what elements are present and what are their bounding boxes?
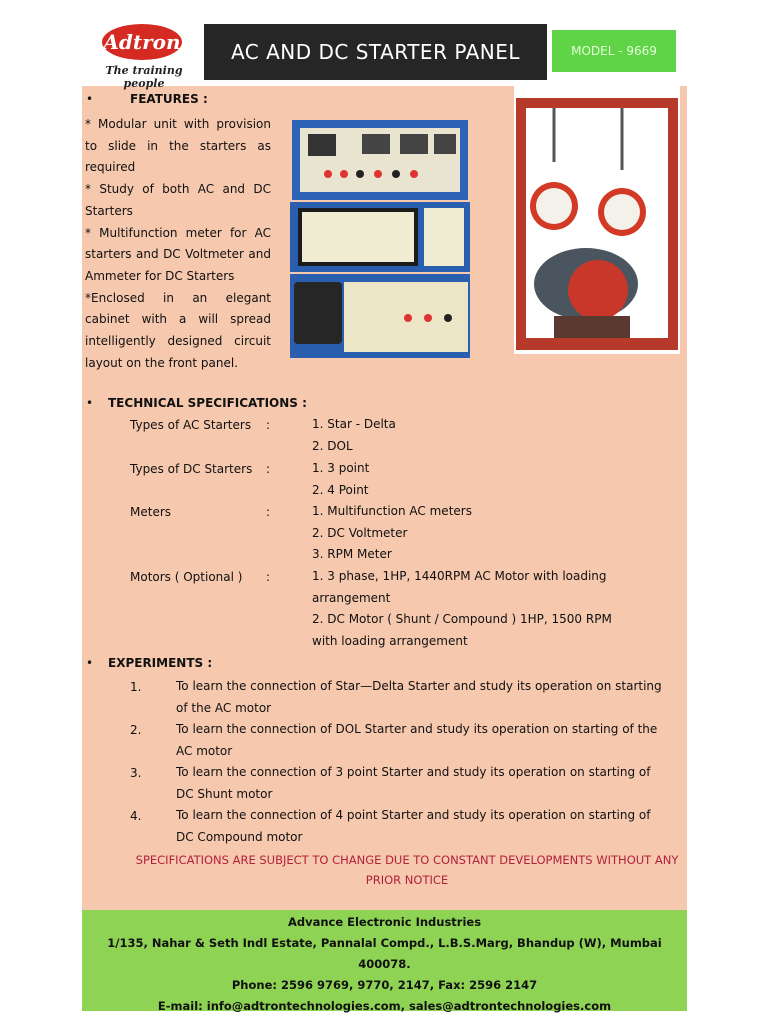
spec-label: Types of DC Starters [130,462,253,476]
spec-value: 1. 3 phase, 1HP, 1440RPM AC Motor with loading arrangement [312,569,607,605]
logo-badge: Adtron [102,24,182,60]
experiment-number: 4. [130,809,142,823]
experiment-number: 3. [130,766,142,780]
spec-value: 2. DC Voltmeter [312,525,408,540]
company-phone: Phone: 2596 9769, 9770, 2147, Fax: 2596 2147 [231,978,538,992]
adtron-logo [88,20,200,90]
starter-panel-image [288,118,474,358]
spec-value: 1. 3 point [312,461,370,475]
spec-colon: : [266,418,271,432]
spec-value: 2. 4 Point [312,482,369,497]
spec-value: 2. DC Motor ( Shunt / Compound ) 1HP, 1500 RPM with loading arrangement [312,612,612,649]
experiment-text: To learn the connection of 4 point Starter and study its operation on starting of DC Compound motor [176,808,651,844]
experiments-heading: EXPERIMENTS : [108,656,213,670]
experiment-number: 1. [130,680,142,694]
model-badge: MODEL - 9669 [552,30,676,72]
spec-label: Types of AC Starters [130,418,252,432]
spec-value: 1. Multifunction AC meters [312,504,472,518]
datasheet-page [82,10,687,1011]
features-list [85,114,271,374]
tech-specs-heading: TECHNICAL SPECIFICATIONS : [108,396,307,410]
spec-colon: : [266,462,271,476]
bullet-icon: • [86,656,94,670]
bullet-icon: • [86,92,94,106]
motor-loading-arrangement-image [514,84,680,354]
header [82,10,687,90]
spec-value: 3. RPM Meter [312,547,392,562]
feature-item: * Study of both AC and DC Starters [85,182,271,218]
experiment-text: To learn the connection of DOL Starter and study its operation on starting of the AC motor [176,722,658,758]
spec-label: Motors ( Optional ) [130,570,243,584]
logo-tagline: The training people [105,64,183,90]
spec-values [312,566,612,653]
feature-item: * Multifunction meter for AC starters and DC Voltmeter and Ammeter for DC Starters [85,225,271,283]
spec-values [312,501,612,566]
spec-colon: : [266,505,271,519]
experiment-text: To learn the connection of 3 point Starter and study its operation on starting of DC Shunt motor [176,765,651,801]
spec-colon: : [266,570,271,584]
bullet-icon: • [86,396,94,410]
page-title: AC AND DC STARTER PANEL [204,24,547,80]
feature-item: * Modular unit with provision to slide in the starters as required [85,117,271,175]
spec-value: 1. Star - Delta [312,417,396,431]
company-email: E-mail: info@adtrontechnologies.com, sales@adtrontechnologies.com [157,999,612,1013]
company-name: Advance Electronic Industries [287,915,482,929]
company-address: 1/135, Nahar & Seth Indl Estate, Pannalal Compd., L.B.S.Marg, Bhandup (W), Mumbai 400078. [107,936,662,971]
spec-values [312,414,612,457]
experiment-text: To learn the connection of Star—Delta Starter and study its operation on starting of the AC motor [176,679,662,715]
feature-item: *Enclosed in an elegant cabinet with a will spread intelligently designed circuit layout on the front panel. [85,290,271,370]
experiment-number: 2. [130,723,142,737]
company-footer [82,910,687,1011]
spec-value: 2. DOL [312,438,353,453]
features-heading: FEATURES : [130,92,208,106]
spec-change-notice: SPECIFICATIONS ARE SUBJECT TO CHANGE DUE TO CONSTANT DEVELOPMENTS WITHOUT ANY PRIOR NOTICE [135,853,679,887]
spec-values [312,458,612,501]
spec-label: Meters [130,505,172,519]
